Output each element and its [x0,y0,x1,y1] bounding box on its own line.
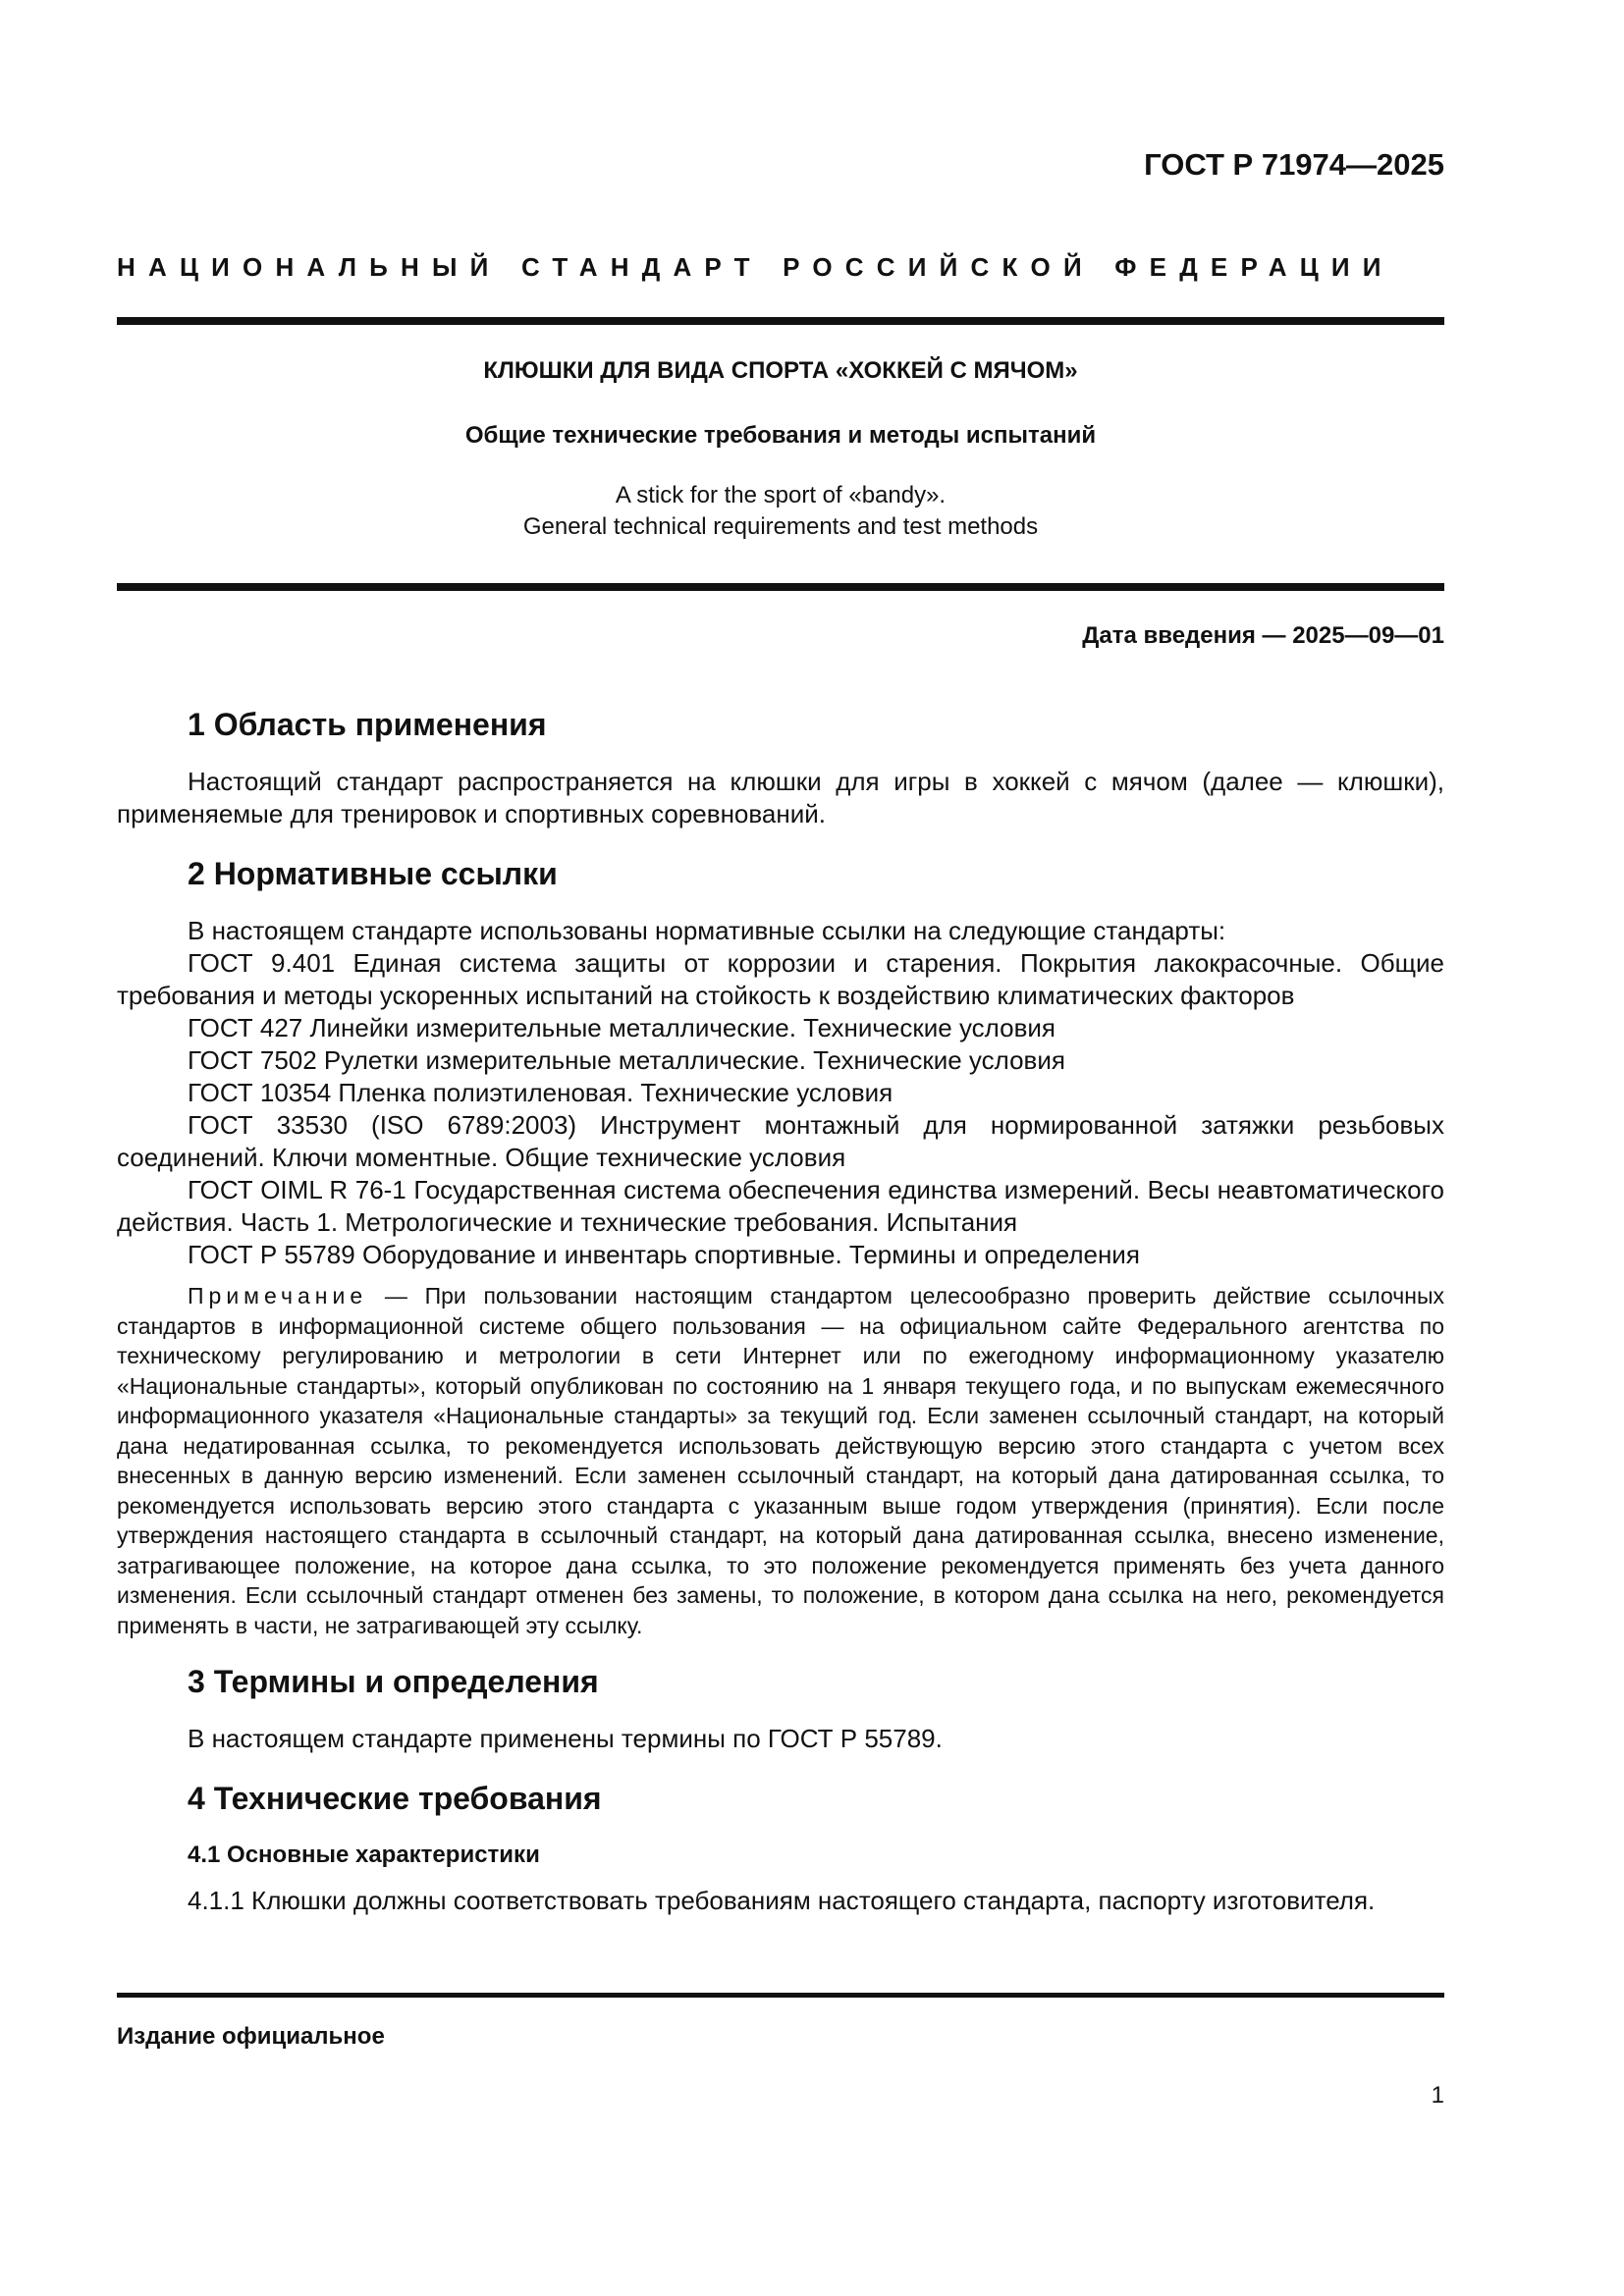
note-label: Примечание [188,1283,368,1308]
document-body [117,705,1444,1917]
reference-item: ГОСТ 427 Линейки измерительные металлические. Технические условия [188,1013,1056,1042]
section-heading: 3 Термины и определения [188,1664,599,1699]
section-paragraph: Настоящий стандарт распространяется на клюшки для игры в хоккей с мячом (далее — клюшки), применяемые для тренировок и спортивных соревнований. [117,767,1444,828]
english-title [117,480,1444,543]
note-text: — При пользовании настоящим стандартом целесообразно проверить действие ссылочных стандартов в информационной системе общего пользования — на официальном сайте Федерального агентства по техническому регулированию и метрологии в сети Интернет или по ежегодному информационному указателю «Национальные стандарты», который опубликован по состоянию на 1 января текущего года, и по выпускам ежемесячного информационного указателя «Национальные стандарты» за текущий год. Если заменен ссылочный стандарт, на который дана недатированная ссылка, то рекомендуется использовать действующую версию этого стандарта с учетом всех внесенных в данную версию изменений. Если заменен ссылочный стандарт, на который дана датированная ссылка, то рекомендуется использовать версию этого стандарта с указанным выше годом утверждения (принятия). Если после утверждения настоящего стандарта в ссылочный стандарт, на который дана датированная ссылка, внесено изменение, затрагивающее положение, на которое дана ссылка, то это положение рекомендуется применять без учета данного изменения. Если ссылочный стандарт отменен без замены, то положение, в котором дана ссылка на него, рекомендуется применять в части, не затрагивающей эту ссылку. [117,1283,1444,1638]
standard-subtitle: Общие технические требования и методы испытаний [464,422,1097,449]
section-paragraph: В настоящем стандарте использованы нормативные ссылки на следующие стандарты: [188,916,1226,945]
section-heading: 1 Область применения [188,707,547,742]
section-paragraph: В настоящем стандарте применены термины по ГОСТ Р 55789. [188,1724,943,1753]
document-number: ГОСТ Р 71974—2025 [1144,147,1444,182]
official-edition-label: Издание официальное [117,2023,385,2050]
section-normative-references [117,854,1444,1640]
standard-title: КЛЮШКИ ДЛЯ ВИДА СПОРТА «ХОККЕЙ С МЯЧОМ» [483,357,1078,384]
page-number: 1 [1431,2082,1444,2109]
reference-item: ГОСТ 7502 Рулетки измерительные металлические. Технические условия [188,1045,1065,1075]
section-technical-requirements [117,1779,1444,1917]
top-divider [117,317,1444,325]
reference-item: ГОСТ 10354 Пленка полиэтиленовая. Технические условия [188,1078,893,1107]
section-scope [117,705,1444,830]
intro-date: Дата введения — 2025—09—01 [1082,622,1444,649]
english-title-line-1: A stick for the sport of «bandy». [615,482,947,508]
section-heading: 2 Нормативные ссылки [188,856,558,891]
reference-item: ГОСТ 9.401 Единая система защиты от коррозии и старения. Покрытия лакокрасочные. Общие требования и методы ускоренных испытаний на стойкость к воздействию климатических факторов [117,948,1444,1010]
reference-item: ГОСТ OIML R 76-1 Государственная система обеспечения единства измерений. Весы неавтоматического действия. Часть 1. Метрологические и технические требования. Испытания [117,1175,1444,1237]
title-divider [117,583,1444,591]
reference-item: ГОСТ 33530 (ISO 6789:2003) Инструмент монтажный для нормированной затяжки резьбовых соединений. Ключи моментные. Общие технические условия [117,1110,1444,1172]
section-heading: 4 Технические требования [188,1781,602,1816]
english-title-line-2: General technical requirements and test methods [522,513,1039,540]
subsection-heading: 4.1 Основные характеристики [188,1842,540,1868]
section-paragraph: 4.1.1 Клюшки должны соответствовать требованиям настоящего стандарта, паспорту изготовителя. [188,1886,1376,1915]
section-terms [117,1662,1444,1755]
reference-note [117,1281,1444,1640]
national-standard-title: НАЦИОНАЛЬНЫЙ СТАНДАРТ РОССИЙСКОЙ ФЕДЕРАЦИИ [117,252,1394,282]
reference-item: ГОСТ Р 55789 Оборудование и инвентарь спортивные. Термины и определения [188,1240,1140,1269]
footer-divider [117,1993,1444,1998]
